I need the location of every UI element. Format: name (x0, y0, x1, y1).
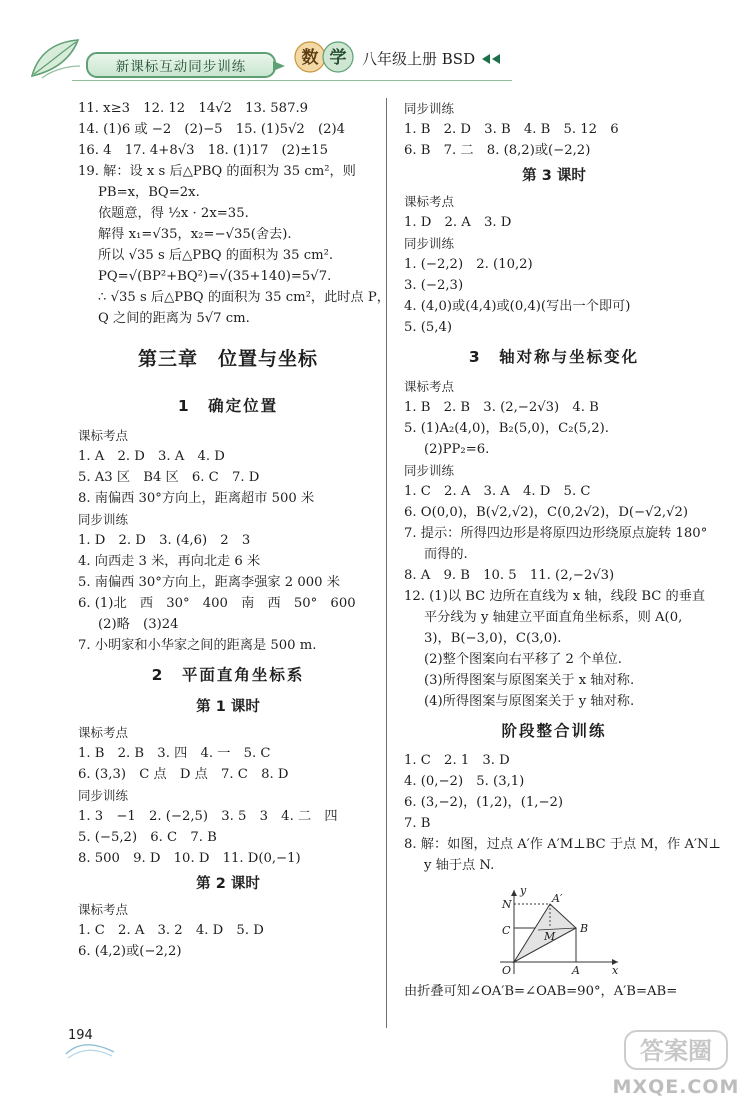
section-label: 同步训练 (404, 463, 455, 478)
answer-line: 6. (1)北 西 30° 400 南 西 50° 600 (78, 596, 356, 611)
answer-line: 1. A 2. D 3. A 4. D (78, 449, 225, 464)
figure-label-O: O (502, 964, 512, 974)
answer-line: 4. 向西走 3 米，再向北走 6 米 (78, 554, 261, 569)
answer-line: 1. B 2. B 3. (2,−2√3) 4. B (404, 400, 599, 415)
double-arrow-icon (480, 53, 502, 65)
answer-line: 6. (3,−2)，(1,2)，(1,−2) (404, 795, 564, 810)
section-title: 2 平面直角坐标系 (151, 666, 305, 684)
section-label: 课标考点 (404, 194, 455, 209)
leaf-ornament-icon (28, 36, 82, 80)
subject-logo (292, 38, 356, 76)
answer-line: (2)PP₂=6. (424, 442, 490, 457)
svg-text:答案圈: 答案圈 (640, 1037, 712, 1065)
banner-arrow-icon (272, 60, 286, 72)
lesson-title: 第 3 课时 (522, 168, 586, 184)
answer-line: 1. B 2. B 3. 四 4. 一 5. C (78, 746, 271, 761)
left-column (78, 98, 390, 962)
site-watermark (606, 1028, 746, 1106)
section-title: 阶段整合训练 (501, 722, 607, 740)
header-rule (72, 80, 512, 81)
subject-char-2: 学 (329, 48, 347, 68)
section-label: 课标考点 (78, 902, 129, 917)
section-label: 同步训练 (78, 512, 129, 527)
answer-line: 1. C 2. A 3. A 4. D 5. C (404, 484, 591, 499)
answer-line: 6. (3,3) C 点 D 点 7. C 8. D (78, 767, 289, 782)
answer-line: 3. (−2,3) (404, 278, 464, 293)
y-axis-arrow (511, 890, 517, 896)
answer-line: 19. 解：设 x s 后△PBQ 的面积为 35 cm²，则 (78, 164, 356, 179)
answer-line: Q 之间的距离为 5√7 cm. (98, 311, 250, 326)
figure-label-A1: A′ (552, 892, 563, 905)
answer-line: 3)，B(−3,0)，C(3,0). (424, 631, 562, 646)
answer-line: ∴ √35 s 后△PBQ 的面积为 35 cm²，此时点 P， (98, 290, 390, 305)
answer-line: 14. (1)6 或 −2 (2)−5 15. (1)5√2 (2)4 (78, 122, 346, 137)
answer-line: 8. A 9. B 10. 5 11. (2,−2√3) (404, 568, 615, 583)
figure-label-B: B (580, 922, 589, 935)
answer-line: 依题意，得 ½x · 2x=35. (98, 206, 249, 221)
answer-line: 6. O(0,0)，B(√2,√2)，C(0,2√2)，D(−√2,√2) (404, 505, 689, 520)
answer-line: 5. 南偏西 30°方向上，距离李强家 2 000 米 (78, 575, 340, 590)
section-label: 课标考点 (78, 725, 129, 740)
answer-line: 4. (0,−2) 5. (3,1) (404, 774, 525, 789)
answer-line: 1. C 2. 1 3. D (404, 753, 510, 768)
answer-line: 1. D 2. A 3. D (404, 215, 512, 230)
answer-line: 1. (−2,2) 2. (10,2) (404, 257, 533, 272)
answer-line: 4. (4,0)或(4,4)或(0,4)(写出一个即可) (404, 299, 631, 314)
page-header (0, 0, 750, 90)
figure-label-C: C (502, 924, 511, 937)
answer-line: 8. 500 9. D 10. D 11. D(0,−1) (78, 851, 301, 866)
subject-char-1: 数 (301, 48, 319, 68)
answer-line: 所以 √35 s 后△PBQ 的面积为 35 cm². (98, 248, 334, 263)
column-divider (386, 98, 387, 1028)
section-title: 3 轴对称与坐标变化 (468, 348, 640, 366)
section-label: 同步训练 (404, 236, 455, 251)
answer-line: 5. (−5,2) 6. C 7. B (78, 830, 217, 845)
answer-line: 7. B (404, 816, 431, 831)
answer-line: 而得的. (424, 547, 468, 562)
figure-label-N: N (502, 898, 512, 911)
section-title: 1 确定位置 (177, 397, 279, 415)
answer-line: 8. 南偏西 30°方向上，距离超市 500 米 (78, 491, 315, 506)
answer-line: (2)略 (3)24 (98, 617, 179, 632)
answer-line: 由折叠可知∠OA′B=∠OAB=90°，A′B=AB= (404, 984, 678, 999)
answer-line: 7. 提示：所得四边形是将原四边形绕原点旋转 180° (404, 526, 708, 541)
answer-line: 7. 小明家和小华家之间的距离是 500 m. (78, 638, 317, 653)
watermark-domain: MXQE.COM (612, 1076, 740, 1098)
page-number: 194 (68, 1028, 93, 1043)
figure-label-y: y (520, 884, 527, 897)
figure-label-x: x (612, 964, 619, 974)
answer-line: 11. x≥3 12. 12 14√2 13. 587.9 (78, 101, 309, 116)
figure-label-M: M (544, 930, 556, 943)
answer-line: 1. D 2. D 3. (4,6) 2 3 (78, 533, 251, 548)
answer-line: 5. (1)A₂(4,0)，B₂(5,0)，C₂(5,2). (404, 421, 609, 436)
answer-line: 5. A3 区 B4 区 6. C 7. D (78, 470, 260, 485)
answer-line: 平分线为 y 轴建立平面直角坐标系，则 A(0, (424, 610, 683, 625)
answer-line: 12. (1)以 BC 边所在直线为 x 轴，线段 BC 的垂直 (404, 589, 706, 604)
answer-line: PQ=√(BP²+BQ²)=√(35+140)=5√7. (98, 269, 332, 284)
section-label: 同步训练 (78, 788, 129, 803)
answer-line: (2)整个图案向右平移了 2 个单位. (424, 652, 622, 667)
answer-line: 1. C 2. A 3. 2 4. D 5. D (78, 923, 264, 938)
figure-label-A: A (572, 964, 580, 974)
coordinate-figure (486, 882, 626, 974)
footer-swirl-icon (64, 1040, 116, 1060)
series-title-banner: 新课标互动同步训练 (86, 52, 276, 78)
answer-line: (3)所得图案与原图案关于 x 轴对称. (424, 673, 635, 688)
section-label: 课标考点 (404, 379, 455, 394)
grade-label: 八年级上册 BSD (362, 50, 476, 68)
answer-line: y 轴于点 N. (424, 858, 495, 873)
section-label: 课标考点 (78, 428, 129, 443)
answer-line: 解得 x₁=√35，x₂=−√35(舍去). (98, 227, 292, 242)
answer-line: (4)所得图案与原图案关于 y 轴对称. (424, 694, 635, 709)
section-label: 同步训练 (404, 101, 455, 116)
answer-line: 1. 3 −1 2. (−2,5) 3. 5 3 4. 二 四 (78, 809, 338, 824)
answer-line: 8. 解：如图，过点 A′作 A′M⊥BC 于点 M，作 A′N⊥ (404, 837, 721, 852)
watermark-logo (624, 1028, 728, 1072)
answer-line: 5. (5,4) (404, 320, 453, 335)
lesson-title: 第 1 课时 (196, 699, 260, 715)
chapter-title: 第三章 位置与坐标 (137, 348, 318, 370)
lesson-title: 第 2 课时 (196, 876, 260, 892)
answer-line: PB=x，BQ=2x. (98, 185, 200, 200)
answer-line: 16. 4 17. 4+8√3 18. (1)17 (2)±15 (78, 143, 329, 158)
answer-line: 6. (4,2)或(−2,2) (78, 944, 182, 959)
answer-line: 6. B 7. 二 8. (8,2)或(−2,2) (404, 143, 591, 158)
right-column (404, 98, 721, 1002)
answer-line: 1. B 2. D 3. B 4. B 5. 12 6 (404, 122, 619, 137)
